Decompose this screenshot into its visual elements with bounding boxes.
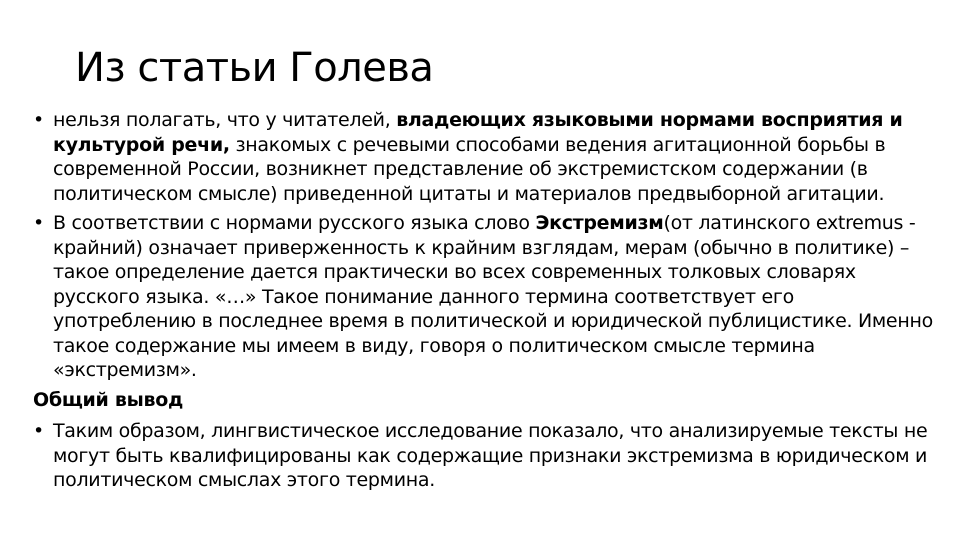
bullet-1-bold-text: владеющих языковыми нормами восприятия и культурой речи, bbox=[53, 109, 903, 156]
bullet-1-text: нельзя полагать, что у читателей, bbox=[53, 109, 397, 131]
conclusion-bullet bbox=[33, 419, 938, 493]
bullet-2-bold-text: Экстремизм bbox=[535, 212, 664, 234]
bullet-point-2 bbox=[33, 211, 938, 383]
bullet-1-text-continued: знакомых с речевыми способами ведения агитационной борьбы в современной России, возникнет представление об экстремистском содержании (в политическом смысле) приведенной цитаты и материалов предвыборной агитации. bbox=[53, 133, 886, 205]
slide-title: Из статьи Голева bbox=[75, 45, 434, 91]
bullet-icon: • bbox=[33, 212, 44, 234]
conclusion-heading: Общий вывод bbox=[33, 388, 183, 411]
bullet-2-text: В соответствии с нормами русского языка слово bbox=[53, 212, 536, 234]
bullet-icon: • bbox=[33, 109, 44, 131]
slide-content bbox=[33, 108, 938, 498]
bullet-point-1 bbox=[33, 108, 938, 206]
bullet-icon: • bbox=[33, 420, 44, 442]
bullet-2-text-continued: (от латинского extremus - крайний) означает приверженность к крайним взглядам, мерам (обычно в политике) – такое определение дается практически во всех современных толковых словарях русского языка. «…» Такое понимание данного термина соответствует его употреблению в последнее время в политической и юридической публицистике. Именно такое содержание мы имеем в виду, говоря о политическом смысле термина «экстремизм». bbox=[53, 212, 933, 381]
conclusion-text: Таким образом, лингвистическое исследование показало, что анализируемые тексты не могут быть квалифицированы как содержащие признаки экстремизма в юридическом и политическом смыслах этого термина. bbox=[53, 420, 928, 491]
